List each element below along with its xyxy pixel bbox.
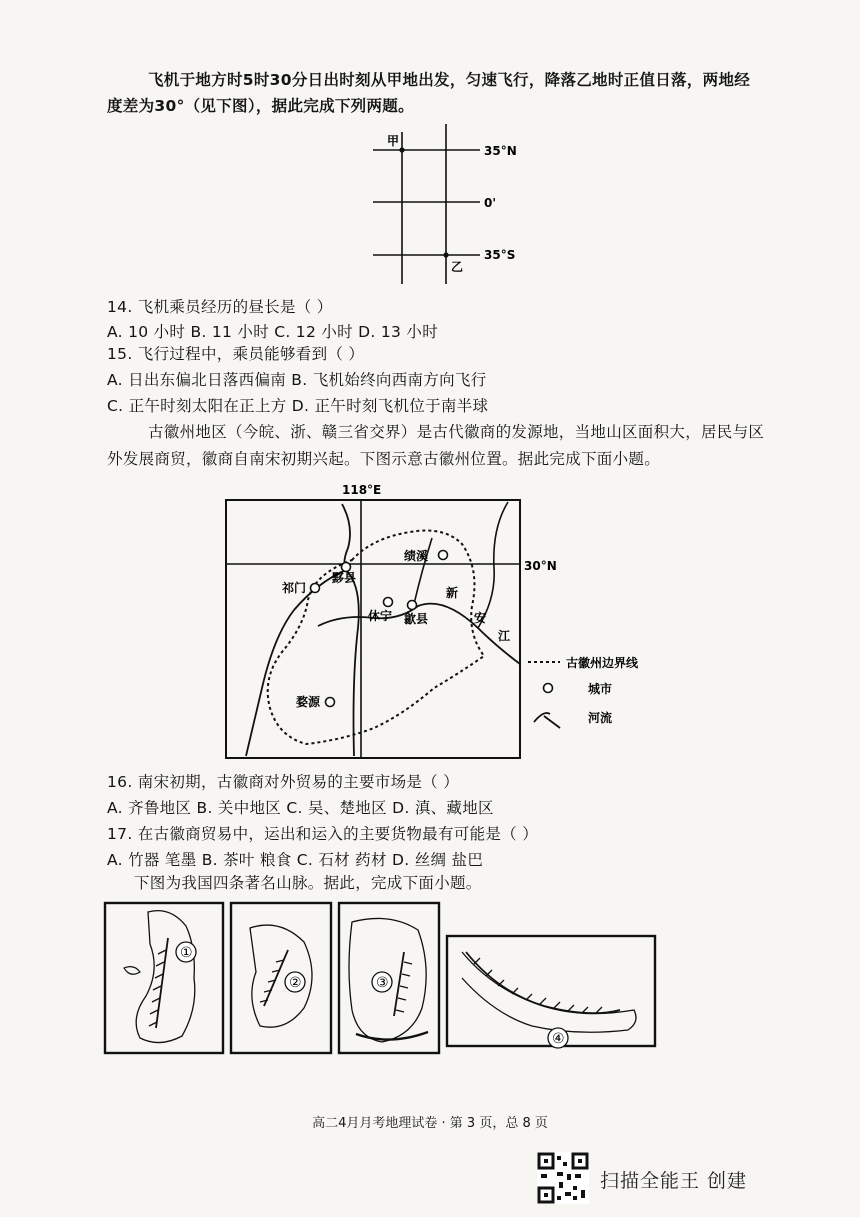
page-footer: 高二4月月考地理试卷 · 第 3 页，总 8 页 — [312, 1116, 548, 1131]
legend-river-symbol — [534, 713, 560, 728]
huizhou-boundary — [268, 531, 487, 745]
qr-code-icon — [537, 1152, 589, 1204]
label-range-4: ④ — [552, 1031, 565, 1047]
city-wuyuan — [326, 698, 335, 707]
mountain-ranges-figure — [100, 898, 660, 1060]
intro3: 下图为我国四条著名山脉。据此，完成下面小题。 — [134, 874, 482, 892]
label-118e: 118°E — [342, 483, 382, 497]
label-wuyuan: 婺源 — [296, 695, 321, 709]
legend-city-label: 城市 — [588, 682, 613, 696]
label-qimen: 祁门 — [282, 581, 307, 595]
intro2-line1: 古徽州地区（今皖、浙、赣三省交界）是古代徽商的发源地，当地山区面积大，居民与区 — [148, 423, 765, 441]
point-yi — [443, 252, 448, 257]
q17-options: A. 竹器 笔墨 B. 茶叶 粮食 C. 石材 药材 D. 丝绸 盐巴 — [107, 851, 484, 869]
panel-3 — [339, 903, 439, 1053]
label-river-xin: 新 — [446, 586, 459, 600]
label-35n: 35°N — [484, 144, 517, 158]
q17-stem: 17. 在古徽商贸易中，运出和运入的主要货物最有可能是（ ） — [107, 825, 539, 843]
city-jixi — [439, 551, 448, 560]
label-30n: 30°N — [524, 559, 557, 573]
intro2-line2: 外发展商贸，徽商自南宋初期兴起。下图示意古徽州位置。据此完成下面小题。 — [107, 450, 661, 468]
river-west — [246, 504, 350, 756]
panel-2 — [231, 903, 331, 1053]
city-qimen — [311, 584, 320, 593]
label-xiuning: 休宁 — [368, 609, 393, 623]
q16-stem: 16. 南宋初期，古徽商对外贸易的主要市场是（ ） — [107, 773, 460, 791]
label-range-1: ① — [180, 945, 193, 961]
legend-city-symbol — [544, 684, 553, 693]
q14-options: A. 10 小时 B. 11 小时 C. 12 小时 D. 13 小时 — [107, 323, 439, 341]
label-yi: 乙 — [451, 260, 464, 274]
scanner-watermark: 扫描全能王 创建 — [600, 1170, 748, 1192]
label-range-2: ② — [289, 975, 302, 991]
huizhou-map — [222, 478, 662, 762]
label-river-an: 安 — [474, 611, 487, 625]
label-yixian: 黟县 — [332, 571, 357, 585]
river-middle — [346, 570, 359, 756]
label-equator: 0' — [484, 196, 497, 210]
point-jia — [399, 147, 404, 152]
intro1-line1: 飞机于地方时5时30分日出时刻从甲地出发，匀速飞行，降落乙地时正值日落，两地经 — [148, 71, 751, 89]
q16-options: A. 齐鲁地区 B. 关中地区 C. 吴、楚地区 D. 滇、藏地区 — [107, 799, 494, 817]
flight-grid-figure — [340, 118, 540, 288]
river-east — [478, 502, 508, 628]
q15-stem: 15. 飞行过程中，乘员能够看到（ ） — [107, 345, 365, 363]
city-xiuning — [384, 598, 393, 607]
label-jixi: 绩溪 — [404, 549, 429, 563]
legend-boundary-label: 古徽州边界线 — [566, 656, 639, 670]
q14-stem: 14. 飞机乘员经历的昼长是（ ） — [107, 298, 333, 316]
label-river-jiang: 江 — [498, 629, 511, 643]
panel-1 — [105, 903, 223, 1053]
map-frame — [226, 500, 520, 758]
label-range-3: ③ — [376, 975, 389, 991]
q15-options-row2: C. 正午时刻太阳在正上方 D. 正午时刻飞机位于南半球 — [107, 397, 489, 415]
river-north — [414, 538, 432, 604]
intro1-line2: 度差为30°（见下图），据此完成下列两题。 — [107, 97, 414, 115]
legend-river-label: 河流 — [588, 711, 613, 725]
q15-options-row1: A. 日出东偏北日落西偏南 B. 飞机始终向西南方向飞行 — [107, 371, 487, 389]
panel-4 — [447, 936, 655, 1048]
label-35s: 35°S — [484, 248, 516, 262]
city-shexian — [408, 601, 417, 610]
label-shexian: 歙县 — [404, 612, 429, 626]
label-jia: 甲 — [387, 134, 400, 148]
